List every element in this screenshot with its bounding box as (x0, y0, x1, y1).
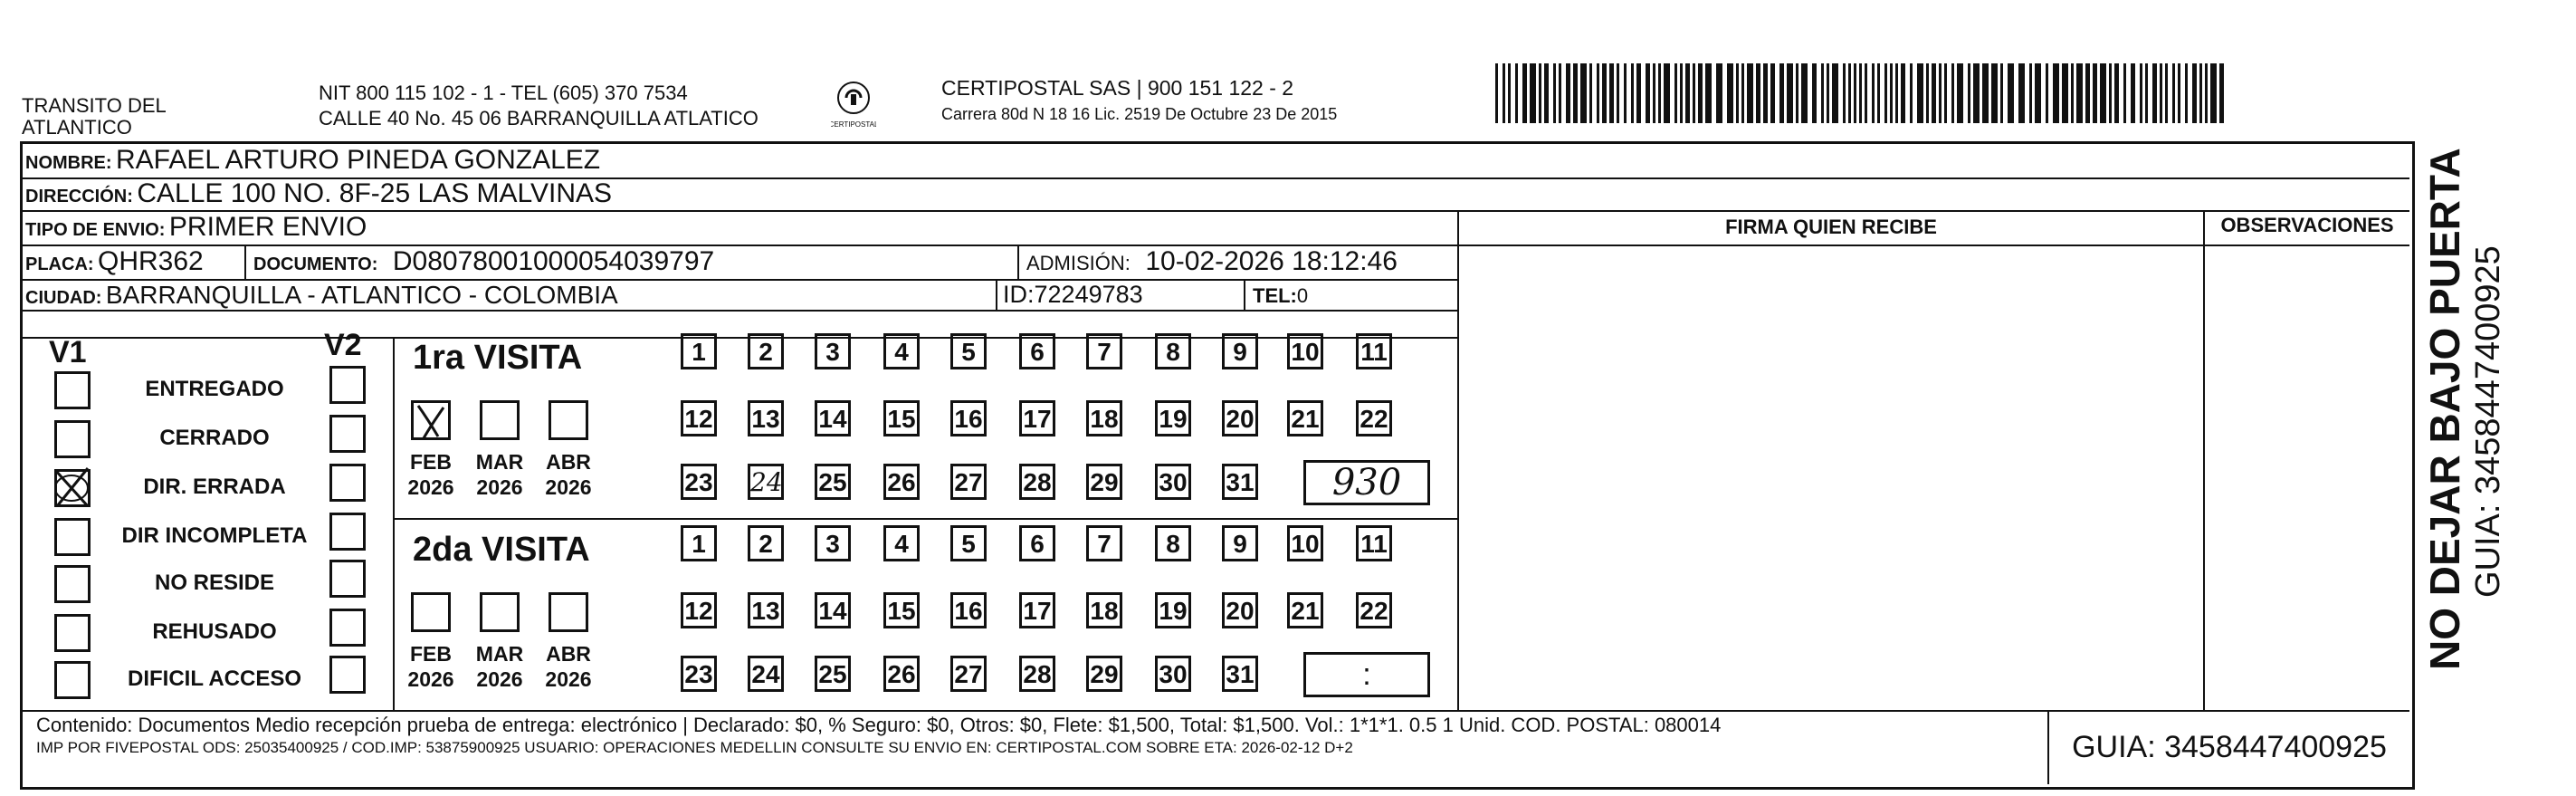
placa-label: PLACA: (25, 254, 94, 274)
day-box[interactable]: 31 (1222, 656, 1258, 692)
day-box[interactable]: 19 (1155, 592, 1191, 628)
barcode-bar (1884, 63, 1887, 123)
barcode-bar (2046, 63, 2048, 123)
barcode-bar (1624, 63, 1627, 123)
month-label (404, 641, 458, 692)
day-box[interactable]: 21 (1287, 400, 1323, 436)
barcode-bar (1926, 63, 1929, 123)
tel-row (1253, 284, 1308, 308)
barcode-bar (1939, 63, 1942, 123)
tel-value: 0 (1296, 284, 1309, 307)
barcode-bar (1957, 63, 1963, 123)
day-box[interactable]: 21 (1287, 592, 1323, 628)
barcode-bar (1674, 63, 1677, 123)
barcode-bar (1827, 63, 1829, 123)
day-box[interactable]: 22 (1356, 400, 1392, 436)
col-divider (2203, 210, 2205, 710)
month-year: 2026 (407, 475, 454, 499)
day-box[interactable]: 16 (950, 592, 987, 628)
day-box[interactable]: 24 (748, 656, 784, 692)
barcode-bar (1859, 63, 1862, 123)
barcode-bar (1609, 63, 1614, 123)
barcode-bar (2123, 63, 2126, 123)
barcode-bar (2185, 63, 2188, 123)
barcode-bar (1865, 63, 1867, 123)
sender-nit: NIT 800 115 102 - 1 - TEL (605) 370 7534 (319, 82, 688, 104)
nombre-row (25, 145, 600, 176)
day-box[interactable]: 29 (1086, 656, 1122, 692)
barcode-bar (2178, 63, 2180, 123)
day-box[interactable]: 1 (681, 333, 717, 369)
v1-checkbox[interactable] (54, 469, 91, 507)
barcode-bar (1515, 63, 1518, 123)
barcode-bar (1741, 63, 1744, 123)
barcode-bar (1812, 63, 1817, 123)
tel-label: TEL: (1253, 284, 1297, 307)
month-checkbox[interactable] (411, 400, 451, 440)
day-box[interactable]: 17 (1019, 400, 1055, 436)
barcode-bar (2145, 63, 2148, 123)
v1-checkbox[interactable] (54, 614, 91, 652)
v1-header: V1 (49, 335, 87, 369)
day-box[interactable]: 11 (1356, 333, 1392, 369)
barcode-bar (1727, 63, 1733, 123)
day-box[interactable]: 10 (1287, 333, 1323, 369)
day-box[interactable]: 14 (815, 400, 851, 436)
month-year: 2026 (476, 667, 523, 691)
month-label (472, 641, 527, 692)
day-box[interactable]: 27 (950, 656, 987, 692)
day-box[interactable]: 22 (1356, 592, 1392, 628)
observaciones-header: OBSERVACIONES (2220, 214, 2394, 236)
no-dejar-bajo-puerta: NO DEJAR BAJO PUERTA (2421, 148, 2468, 670)
day-box[interactable]: 14 (815, 592, 851, 628)
barcode-bar (2109, 63, 2112, 123)
v1-checkbox[interactable] (54, 371, 91, 409)
barcode-bar (1944, 63, 1947, 123)
certipostal-logo (831, 78, 876, 129)
month-checkbox[interactable] (480, 592, 520, 632)
barcode-bar (1982, 63, 1989, 123)
v1-checkbox[interactable] (54, 565, 91, 603)
visit-title: 2da VISITA (413, 531, 590, 569)
day-box[interactable]: 26 (883, 464, 920, 500)
month-checkbox[interactable] (480, 400, 520, 440)
day-box[interactable]: 2 (748, 333, 784, 369)
barcode-bar (2152, 63, 2157, 123)
id-value: 72249783 (1034, 281, 1143, 308)
day-box[interactable]: 30 (1155, 464, 1191, 500)
day-box[interactable]: 1 (681, 525, 717, 561)
day-box[interactable]: 26 (883, 656, 920, 692)
barcode-bar (1597, 63, 1599, 123)
month-label (404, 449, 458, 500)
barcode-bar (1901, 63, 1905, 123)
barcode-bar (2140, 63, 2142, 123)
barcode-bar (1770, 63, 1775, 123)
month-name: MAR (475, 642, 524, 666)
month-name: ABR (546, 642, 591, 666)
barcode-bar (1756, 63, 1760, 123)
barcode-bar (2210, 63, 2217, 123)
col-divider (1244, 279, 1245, 310)
barcode-bar (1848, 63, 1851, 123)
day-box[interactable]: 28 (1019, 464, 1055, 500)
barcode-bar (1854, 63, 1856, 123)
v2-checkbox[interactable] (329, 609, 366, 647)
direccion-row (25, 178, 612, 209)
barcode-bar (1821, 63, 1824, 123)
col-divider (996, 279, 997, 310)
v1-checkbox[interactable] (54, 420, 91, 458)
visit-time-box[interactable]: 930 (1303, 460, 1430, 505)
day-box[interactable]: 8 (1155, 333, 1191, 369)
day-box[interactable]: 17 (1019, 592, 1055, 628)
day-box[interactable]: 23 (681, 656, 717, 692)
license-line: Carrera 80d N 18 16 Lic. 2519 De Octubre 23 De 2015 (941, 105, 1338, 123)
barcode-bar (2085, 63, 2090, 123)
barcode-bar (2205, 63, 2208, 123)
barcode-bar (1787, 63, 1793, 123)
day-box[interactable]: 4 (883, 525, 920, 561)
direccion-label: DIRECCIÓN: (25, 187, 133, 206)
ciudad-row (25, 281, 618, 310)
v2-checkbox[interactable] (329, 560, 366, 598)
month-checkbox[interactable] (549, 400, 588, 440)
barcode-bar (1796, 63, 1798, 123)
day-box[interactable]: 3 (815, 525, 851, 561)
day-box[interactable]: 28 (1019, 656, 1055, 692)
barcode-bar (1832, 63, 1838, 123)
barcode-bar (2076, 63, 2083, 123)
barcode-bar (2114, 63, 2119, 123)
barcode-bar (2053, 63, 2059, 123)
sender-name-line2: ATLANTICO (22, 116, 132, 139)
day-box[interactable]: 27 (950, 464, 987, 500)
barcode-bar (1951, 63, 1954, 123)
barcode-bar (1917, 63, 1923, 123)
barcode-bar (2219, 63, 2224, 123)
ciudad-value: BARRANQUILLA - ATLANTICO - COLOMBIA (105, 281, 618, 309)
status-option-label: DIR. ERRADA (143, 475, 286, 499)
sender-name-line1: TRANSITO DEL (22, 94, 167, 117)
barcode-bar (1553, 63, 1556, 123)
barcode-bar (1872, 63, 1875, 123)
month-label (472, 449, 527, 500)
barcode-bar (1685, 63, 1690, 123)
day-box[interactable]: 30 (1155, 656, 1191, 692)
barcode-bar (1573, 63, 1578, 123)
col-divider (1457, 210, 1459, 710)
month-year: 2026 (545, 475, 592, 499)
barcode-bar (1932, 63, 1936, 123)
barcode-bar (2018, 63, 2025, 123)
nombre-label: NOMBRE: (25, 153, 112, 173)
v2-checkbox[interactable] (329, 415, 366, 453)
placa-value: QHR362 (98, 246, 204, 276)
barcode-bar (1895, 63, 1898, 123)
day-box[interactable]: 16 (950, 400, 987, 436)
day-box[interactable]: 12 (681, 400, 717, 436)
imp-line: IMP POR FIVEPOSTAL ODS: 25035400925 / COD.IMP: 53875900925 USUARIO: OPERACIONES MEDELLIN CONSULTE SU ENVIO EN: CERTIPOSTAL.COM SOBRE ETA: 2026-02-12 D+2 (36, 739, 1353, 756)
v1-checkbox[interactable] (54, 518, 91, 556)
side-guia: GUIA: 3458447400925 (2469, 245, 2507, 598)
day-box[interactable]: 25 (815, 464, 851, 500)
barcode-bar (1646, 63, 1650, 123)
month-name: FEB (410, 450, 452, 474)
day-box[interactable]: 9 (1222, 333, 1258, 369)
day-box[interactable]: 3 (815, 333, 851, 369)
day-box[interactable]: 15 (883, 400, 920, 436)
barcode-bar (2093, 63, 2097, 123)
ciudad-label: CIUDAD: (25, 288, 102, 308)
month-year: 2026 (545, 667, 592, 691)
visit-title: 1ra VISITA (413, 339, 583, 377)
documento-label: DOCUMENTO: (253, 254, 378, 274)
visit-time-box[interactable]: : (1303, 652, 1430, 697)
day-box[interactable]: 18 (1086, 592, 1122, 628)
firma-header: FIRMA QUIEN RECIBE (1725, 216, 1937, 238)
guia-footer: GUIA: 3458447400925 (2072, 730, 2387, 764)
id-row (1003, 281, 1143, 309)
v2-checkbox[interactable] (329, 513, 366, 551)
day-box[interactable]: 15 (883, 592, 920, 628)
barcode-bar (2029, 63, 2032, 123)
month-checkbox[interactable] (411, 592, 451, 632)
day-box[interactable]: 5 (950, 525, 987, 561)
barcode-bar (2192, 63, 2197, 123)
month-label (541, 641, 596, 692)
day-box[interactable]: 24 (748, 464, 784, 500)
barcode-bar (1763, 63, 1768, 123)
day-box[interactable]: 20 (1222, 400, 1258, 436)
day-box[interactable]: 4 (883, 333, 920, 369)
status-option-label: ENTREGADO (145, 377, 284, 401)
nombre-value: RAFAEL ARTURO PINEDA GONZALEZ (116, 145, 601, 175)
sender-address: CALLE 40 No. 45 06 BARRANQUILLA ATLATICO (319, 107, 758, 129)
barcode-bar (1705, 63, 1712, 123)
v2-header: V2 (324, 328, 362, 362)
day-box[interactable]: 9 (1222, 525, 1258, 561)
month-name: FEB (410, 642, 452, 666)
status-option-label: NO RESIDE (154, 571, 275, 595)
barcode-bar (2165, 63, 2168, 123)
col-divider (1017, 245, 1019, 279)
barcode-bar (2008, 63, 2014, 123)
contenido-line: Contenido: Documentos Medio recepción prueba de entrega: electrónico | Declarado: $0, % Seguro: $0, Otros: $0, Flete: $1,500, Total: $1,500. Vol.: 1*1*1. 0.5 1 Unid. COD. POSTAL: 080014 (36, 714, 1722, 736)
barcode-bar (1698, 63, 1703, 123)
day-box[interactable]: 18 (1086, 400, 1122, 436)
day-box[interactable]: 23 (681, 464, 717, 500)
barcode-bar (1580, 63, 1587, 123)
month-label (541, 449, 596, 500)
barcode (1495, 63, 2228, 123)
day-box[interactable]: 5 (950, 333, 987, 369)
barcode-bar (1653, 63, 1655, 123)
barcode-bar (1503, 63, 1505, 123)
barcode-bar (1617, 63, 1619, 123)
day-box[interactable]: 2 (748, 525, 784, 561)
documento-row (253, 246, 714, 277)
id-label: ID: (1003, 281, 1035, 308)
day-box[interactable]: 10 (1287, 525, 1323, 561)
barcode-bar (1544, 63, 1549, 123)
col-divider (393, 337, 395, 710)
tipo-envio-label: TIPO DE ENVIO: (25, 220, 166, 240)
day-box[interactable]: 19 (1155, 400, 1191, 436)
barcode-bar (1736, 63, 1739, 123)
v2-checkbox[interactable] (329, 366, 366, 404)
barcode-bar (1495, 63, 1498, 123)
status-option-label: REHUSADO (152, 619, 277, 644)
tipo-envio-value: PRIMER ENVIO (168, 212, 367, 242)
month-year: 2026 (476, 475, 523, 499)
barcode-bar (2062, 63, 2068, 123)
placa-row (25, 246, 204, 277)
v2-checkbox[interactable] (329, 464, 366, 502)
day-box[interactable]: 25 (815, 656, 851, 692)
month-name: ABR (546, 450, 591, 474)
status-option-label: DIR INCOMPLETA (121, 523, 308, 548)
day-box[interactable]: 7 (1086, 525, 1122, 561)
barcode-bar (1973, 63, 1980, 123)
barcode-bar (1522, 63, 1527, 123)
month-year: 2026 (407, 667, 454, 691)
v2-checkbox[interactable] (329, 656, 366, 694)
day-box[interactable]: 6 (1019, 525, 1055, 561)
barcode-bar (1890, 63, 1893, 123)
v1-checkbox[interactable] (54, 661, 91, 699)
status-option-label: DIFICIL ACCESO (127, 667, 301, 691)
month-checkbox[interactable] (549, 592, 588, 632)
barcode-bar (1589, 63, 1592, 123)
barcode-bar (2071, 63, 2074, 123)
barcode-bar (1747, 63, 1753, 123)
barcode-bar (2172, 63, 2175, 123)
barcode-bar (2100, 63, 2106, 123)
day-box[interactable]: 7 (1086, 333, 1122, 369)
barcode-bar (1968, 63, 1970, 123)
barcode-bar (2199, 63, 2202, 123)
day-box[interactable]: 12 (681, 592, 717, 628)
visit-divider (393, 518, 1457, 520)
day-box[interactable]: 13 (748, 592, 784, 628)
barcode-bar (1530, 63, 1536, 123)
barcode-bar (1716, 63, 1722, 123)
admision-label: ADMISIÓN: (1026, 252, 1131, 274)
barcode-bar (1910, 63, 1913, 123)
barcode-bar (1658, 63, 1661, 123)
day-box[interactable]: 29 (1086, 464, 1122, 500)
barcode-bar (1508, 63, 1511, 123)
logo-text: CERTIPOSTAL (831, 120, 876, 129)
barcode-bar (1631, 63, 1634, 123)
barcode-bar (2131, 63, 2135, 123)
day-box[interactable]: 8 (1155, 525, 1191, 561)
company-line: CERTIPOSTAL SAS | 900 151 122 - 2 (941, 76, 1294, 100)
barcode-bar (1566, 63, 1570, 123)
day-box[interactable]: 11 (1356, 525, 1392, 561)
barcode-bar (1801, 63, 1808, 123)
documento-value: D08078001000054039797 (392, 246, 715, 276)
barcode-bar (1664, 63, 1670, 123)
tipo-envio-row (25, 212, 367, 243)
admision-value: 10-02-2026 18:12:46 (1145, 246, 1398, 276)
direccion-value: CALLE 100 NO. 8F-25 LAS MALVINAS (137, 178, 613, 208)
barcode-bar (1539, 63, 1541, 123)
barcode-bar (1602, 63, 1607, 123)
admision-row (1026, 246, 1398, 277)
barcode-bar (1680, 63, 1683, 123)
col-divider (244, 245, 246, 279)
day-box[interactable]: 20 (1222, 592, 1258, 628)
row-divider (20, 310, 1459, 312)
barcode-bar (1991, 63, 1998, 123)
barcode-bar (1877, 63, 1880, 123)
barcode-bar (2035, 63, 2041, 123)
barcode-bar (1693, 63, 1695, 123)
barcode-bar (2000, 63, 2003, 123)
barcode-bar (2160, 63, 2162, 123)
day-box[interactable]: 13 (748, 400, 784, 436)
status-option-label: CERRADO (159, 426, 270, 450)
day-box[interactable]: 6 (1019, 333, 1055, 369)
barcode-bar (1636, 63, 1641, 123)
barcode-bar (1559, 63, 1561, 123)
barcode-bar (1779, 63, 1784, 123)
month-name: MAR (475, 450, 524, 474)
barcode-bar (1843, 63, 1846, 123)
day-box[interactable]: 31 (1222, 464, 1258, 500)
